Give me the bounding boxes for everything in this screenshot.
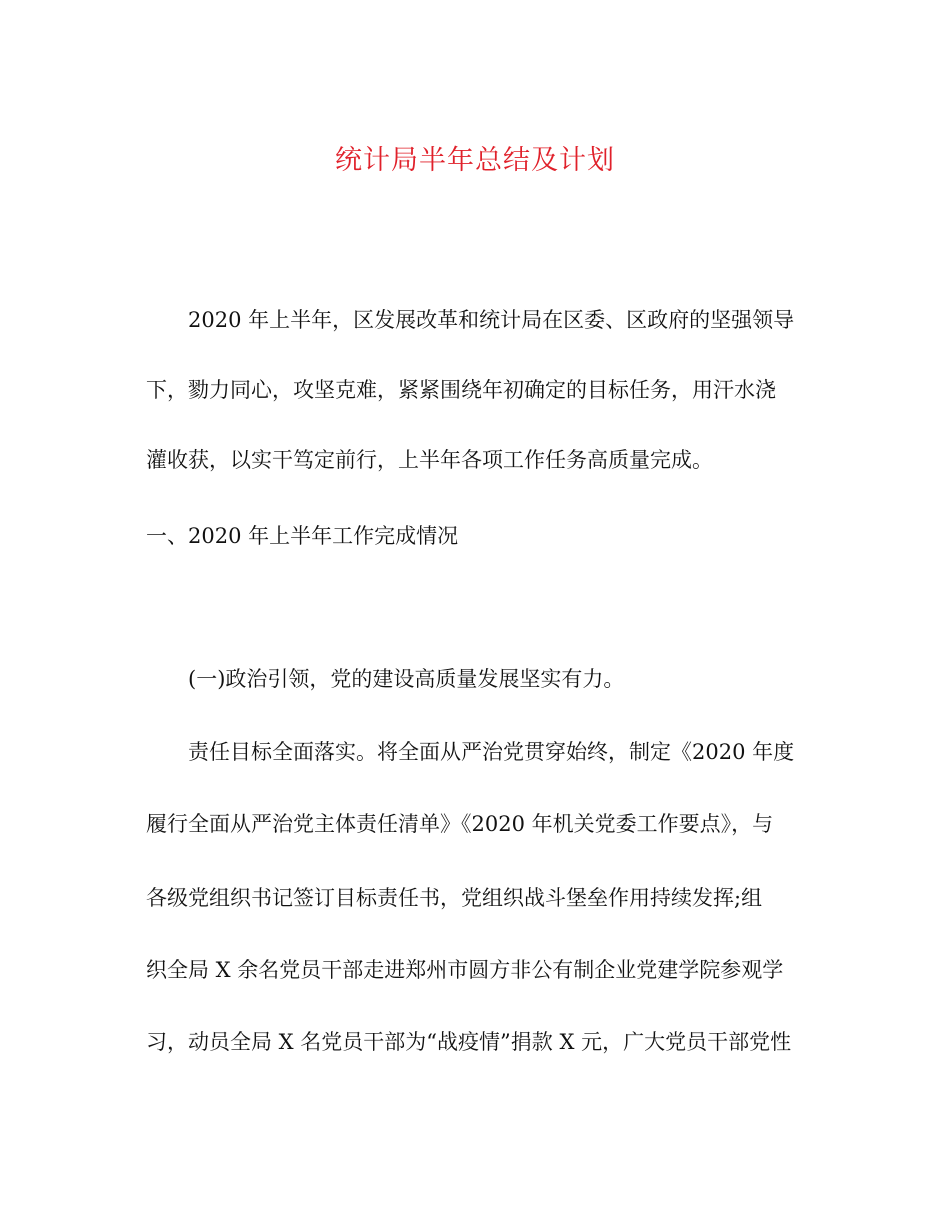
paragraph-2-line-5: 习，动员全局 X 名党员干部为“战疫情”捐款 X 元，广大党员干部党性: [146, 1030, 792, 1054]
paragraph-2-line-3: 各级党组织书记签订目标责任书，党组织战斗堡垒作用持续发挥;组: [146, 886, 763, 910]
subsection-heading-1: (一)政治引领，党的建设高质量发展坚实有力。: [188, 667, 625, 691]
paragraph-1-line-1: 2020 年上半年，区发展改革和统计局在区委、区政府的坚强领导: [188, 308, 795, 332]
document-title: 统计局半年总结及计划: [335, 145, 615, 176]
paragraph-2-line-4: 织全局 X 余名党员干部走进郑州市圆方非公有制企业党建学院参观学: [146, 958, 784, 982]
paragraph-1-line-3: 灌收获，以实干笃定前行，上半年各项工作任务高质量完成。: [146, 448, 713, 472]
paragraph-2-line-1: 责任目标全面落实。将全面从严治党贯穿始终，制定《2020 年度: [188, 740, 795, 764]
paragraph-1-line-2: 下，勠力同心，攻坚克难，紧紧围绕年初确定的目标任务，用汗水浇: [146, 378, 776, 402]
section-heading-1: 一、2020 年上半年工作完成情况: [146, 524, 459, 548]
paragraph-2-line-2: 履行全面从严治党主体责任清单》《2020 年机关党委工作要点》，与: [146, 812, 774, 836]
